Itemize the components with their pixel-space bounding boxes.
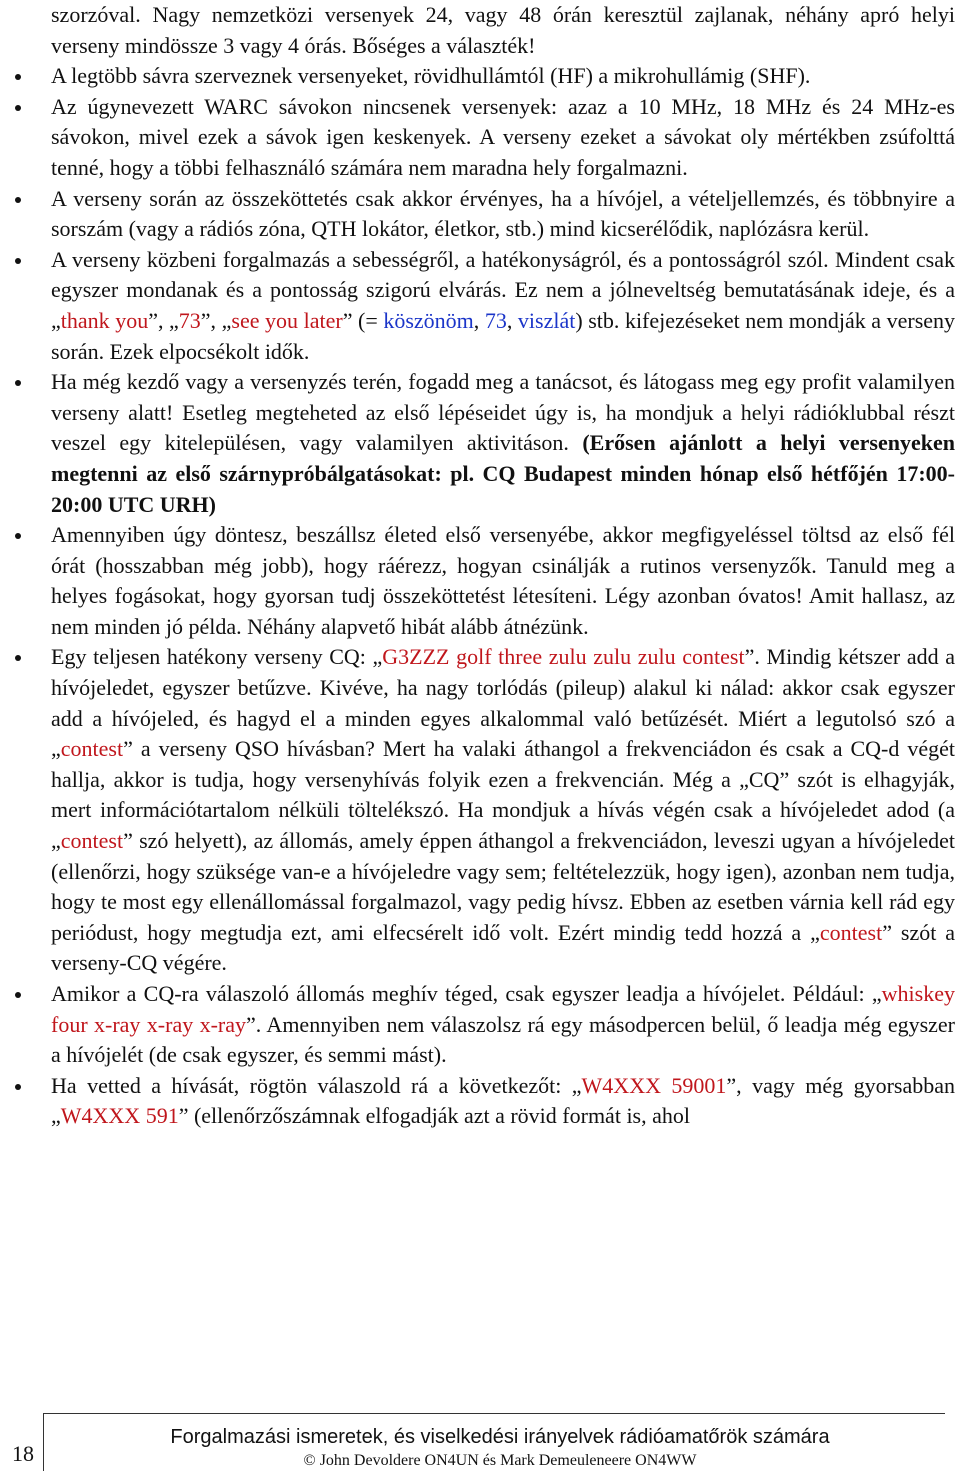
bullet-text [51,245,955,367]
translation-phrase: viszlát [517,307,576,333]
bullet-icon [15,380,21,386]
text-segment: Ha vetted a hívását, rögtön válaszold rá a következőt: „ [51,1072,582,1098]
text-segment: ”, vagy még gyorsabban „ [51,1072,955,1129]
list-item [51,184,955,245]
footer-title: Forgalmazási ismeretek, és viselkedési irányelvek rádióamatőrök számára [170,1426,830,1448]
text-segment: ”. Mindig kétszer add a hívójeledet, egyszer betűzve. Kivéve, ha nagy torlódás (pileup) alakul ki nálad: akkor csak egyszer add a hívójeled, és hagyd el a minden egyes alkalommal való betűzését. Miért a legutolsó szó a „ [51,644,955,762]
bullet-icon [15,655,21,661]
bullet-icon [15,992,21,998]
text-segment: ”, „ [200,307,232,333]
quoted-phrase: G3ZZZ golf three zulu zulu zulu contest [382,644,745,670]
quoted-phrase: contest [819,919,883,945]
translation-phrase: 73 [484,307,507,333]
text-segment: ” (ellenőrzőszámnak elfogadják azt a rövid formát is, ahol [178,1103,690,1129]
footer-credit: © John Devoldere ON4UN és Mark Demeuleneere ON4WW [303,1452,697,1469]
quoted-phrase: see you later [231,307,343,333]
intro-paragraph: szorzóval. Nagy nemzetközi versenyek 24, vagy 48 órán keresztül zajlanak, néhány apró helyi verseny mindössze 3 vagy 4 órás. Bőséges a választék! [51,2,955,58]
bullet-icon [15,533,21,539]
text-segment: A verseny közbeni forgalmazás a sebességről, a hatékonyságról, és a pontosságról szól. Mindent csak egyszer mondanak és a pontosság szigorú elvárás. Ez nem a jólneveltség bemutatásának ideje, és a „ [51,246,955,333]
page-number: 18 [12,1441,34,1466]
quoted-phrase: thank you [60,307,149,333]
quoted-phrase: W4XXX 591 [60,1103,179,1129]
list-item [51,61,955,92]
text-segment: Ha még kezdő vagy a versenyzés terén, fogadd meg a tanácsot, és látogass meg egy profit valamilyen verseny alatt! Esetleg megteheted az első lépéseidet úgy is, ha mondjuk a helyi rádióklubbal részt veszel egy kitelepülésen, vagy valamilyen aktivitáson. [51,369,955,456]
bullet-text: A legtöbb sávra szerveznek versenyeket, rövidhullámtól (HF) a mikrohullámig (SHF). [51,63,811,89]
bullet-icon [15,74,21,80]
list-item [51,520,955,642]
quoted-phrase: W4XXX 59001 [581,1072,727,1098]
text-segment: ) stb. kifejezéseket nem mondják a verseny során. Ezek elpocsékolt idők. [51,307,956,364]
text-segment: Amikor a CQ-ra válaszoló állomás meghív téged, csak egyszer leadja a hívójelet. Például: „ [51,981,882,1006]
bullet-icon [15,258,21,264]
quoted-phrase: whiskey four x-ray x-ray x-ray [51,981,955,1037]
bullet-icon [15,105,21,111]
bullet-text [51,642,955,979]
translation-phrase: köszönöm [383,307,474,333]
quoted-phrase: contest [60,736,124,762]
text-segment: , [506,307,518,333]
page-body [51,0,955,1132]
text-segment: ” (= [342,307,384,333]
text-segment: ” szó helyett), az állomás, amely éppen áthangol a frekvenciádon, leveszi ugyan a hívójeledet (ellenőrzi, hogy szüksége van-e a hívójeledre vagy sem; feltételezzük, hogy igen), azonban nem tudja, hogy te most egy ellenállomással forgalmazol, vagy pedig hívsz. Ebben az esetben várnia kell rád egy periódust, hogy megtudja ezt, ami elfecsérelt idő volt. Ezért mindig tedd hozzá a „ [51,828,955,945]
text-segment: ” szót a verseny-CQ végére. [51,919,956,976]
text-segment: ”, „ [148,307,179,333]
list-item [51,642,955,979]
list-item [51,367,955,520]
list-item [51,1071,955,1132]
list-item [51,979,955,1071]
quoted-phrase: 73 [178,307,201,333]
page-number-divider [43,1414,44,1471]
bullet-text: Az úgynevezett WARC sávokon nincsenek versenyek: azaz a 10 MHz, 18 MHz és 24 MHz-es sávokon, mivel ezek a sávok igen keskenyek. A verseny ezeket a sávokat oly mértékben zsúfolttá tenné, hogy a többi felhasználó számára nem maradna hely forgalmazni. [51,93,955,180]
text-segment: Egy teljesen hatékony verseny CQ: „ [51,644,383,670]
footer-divider [43,1413,945,1414]
bullet-text: A verseny során az összeköttetés csak akkor érvényes, ha a hívójel, a vételjellemzés, és többnyire a sorszám (vagy a rádiós zóna, QTH lokátor, életkor, stb.) mind kicserélődik, naplózásra kerül. [51,185,955,242]
text-segment: , [473,307,485,333]
text-segment: ” a verseny QSO hívásban? Mert ha valaki áthangol a frekvenciádon és csak a CQ-d végét hallja, akkor is tudja, hogy versenyhívás folyik ezen a frekvencián. Még a „CQ” szót is elhagyják, mert információtartalom nélküli töltelékszó. Ha mondjuk a hívás végén csak a hívójeledet adod (a „ [51,736,955,854]
bullet-text [51,1071,955,1132]
list-item [51,92,955,184]
bullet-text [51,979,955,1071]
list-item [51,245,955,367]
bullet-icon [15,1084,21,1090]
bullet-text: Amennyiben úgy döntesz, beszállsz életed első versenyébe, akkor megfigyeléssel töltsd az első fél órát (hosszabban még jobb), hogy ráérezz, hogyan csinálják a rutinos versenyzők. Tanuld meg a helyes fogásokat, hogy gyorsan tudj összeköttetést létesíteni. Légy azonban óvatos! Amit hallasz, az nem minden jó példa. Néhány alapvető hibát alább átnézünk. [51,522,955,639]
quoted-phrase: contest [60,828,124,854]
bullet-text [51,367,955,520]
bullet-icon [15,197,21,203]
text-segment: ”. Amennyiben nem válaszolsz rá egy másodpercen belül, ő leadja még egyszer a hívójelét (de csak egyszer, és semmi mást). [51,1011,955,1068]
bold-recommendation: (Erősen ajánlott a helyi versenyeken megtenni az első szárnypróbálgatásokat: pl. CQ Budapest minden hónap első hétfőjén 17:00-20:00 UTC URH) [51,430,955,517]
